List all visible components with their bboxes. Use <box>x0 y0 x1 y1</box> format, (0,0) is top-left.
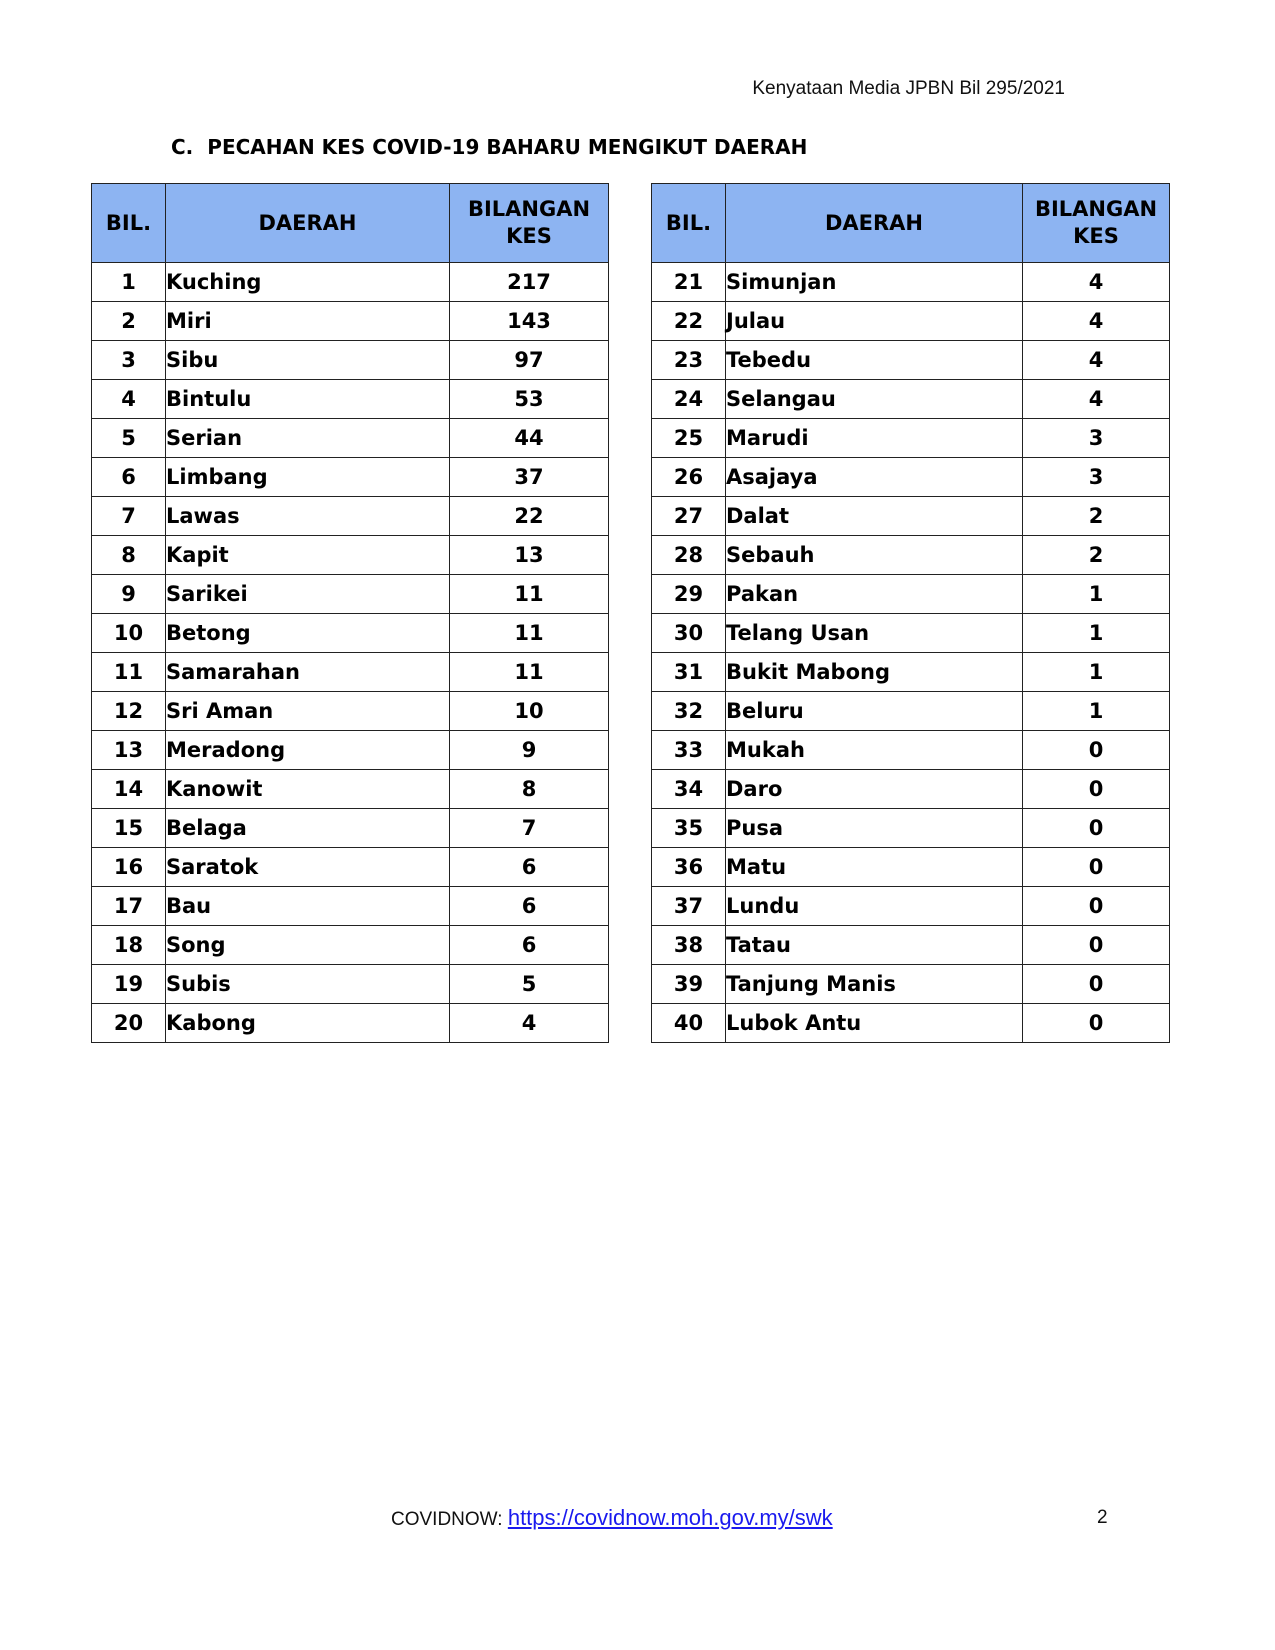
row-kes: 6 <box>450 848 609 887</box>
row-daerah: Sibu <box>166 341 450 380</box>
row-daerah: Beluru <box>726 692 1023 731</box>
row-daerah: Dalat <box>726 497 1023 536</box>
row-daerah: Simunjan <box>726 263 1023 302</box>
table-row <box>652 263 1170 302</box>
row-kes: 1 <box>1023 575 1170 614</box>
row-bil: 37 <box>652 887 726 926</box>
media-statement-reference: Kenyataan Media JPBN Bil 295/2021 <box>752 78 1065 99</box>
row-bil: 4 <box>92 380 166 419</box>
row-daerah: Samarahan <box>166 653 450 692</box>
row-bil: 22 <box>652 302 726 341</box>
table-row <box>652 302 1170 341</box>
table-body-right <box>652 263 1170 1043</box>
row-bil: 25 <box>652 419 726 458</box>
row-kes: 0 <box>1023 809 1170 848</box>
row-kes: 11 <box>450 614 609 653</box>
row-daerah: Tanjung Manis <box>726 965 1023 1004</box>
row-kes: 143 <box>450 302 609 341</box>
row-bil: 31 <box>652 653 726 692</box>
row-daerah: Julau <box>726 302 1023 341</box>
row-kes: 6 <box>450 926 609 965</box>
row-kes: 4 <box>1023 302 1170 341</box>
row-kes: 10 <box>450 692 609 731</box>
row-daerah: Pusa <box>726 809 1023 848</box>
row-bil: 30 <box>652 614 726 653</box>
row-kes: 7 <box>450 809 609 848</box>
row-daerah: Daro <box>726 770 1023 809</box>
row-bil: 17 <box>92 887 166 926</box>
table-row <box>92 809 609 848</box>
table-row <box>652 458 1170 497</box>
row-daerah: Tebedu <box>726 341 1023 380</box>
header-daerah: DAERAH <box>726 184 1023 263</box>
header-count-line1: BILANGAN <box>1034 197 1158 221</box>
table-header-row <box>652 184 1170 263</box>
table-row <box>652 536 1170 575</box>
row-kes: 44 <box>450 419 609 458</box>
table-row <box>652 419 1170 458</box>
row-bil: 10 <box>92 614 166 653</box>
row-daerah: Kabong <box>166 1004 450 1043</box>
table-row <box>92 848 609 887</box>
row-bil: 40 <box>652 1004 726 1043</box>
table-row <box>652 731 1170 770</box>
row-kes: 13 <box>450 536 609 575</box>
row-kes: 37 <box>450 458 609 497</box>
row-bil: 2 <box>92 302 166 341</box>
row-kes: 1 <box>1023 653 1170 692</box>
row-daerah: Tatau <box>726 926 1023 965</box>
header-count-line2: KES <box>1073 224 1119 248</box>
row-bil: 35 <box>652 809 726 848</box>
row-daerah: Telang Usan <box>726 614 1023 653</box>
header-bil: BIL. <box>652 184 726 263</box>
row-kes: 1 <box>1023 692 1170 731</box>
row-daerah: Bintulu <box>166 380 450 419</box>
table-row <box>652 575 1170 614</box>
row-kes: 4 <box>450 1004 609 1043</box>
row-daerah: Pakan <box>726 575 1023 614</box>
footer-label: COVIDNOW: <box>391 1509 508 1530</box>
table-row <box>92 926 609 965</box>
row-kes: 11 <box>450 653 609 692</box>
row-kes: 0 <box>1023 926 1170 965</box>
table-row <box>652 809 1170 848</box>
row-bil: 24 <box>652 380 726 419</box>
row-bil: 1 <box>92 263 166 302</box>
district-cases-table-left <box>91 183 609 1043</box>
header-bilangan-kes <box>1023 184 1170 263</box>
row-daerah: Limbang <box>166 458 450 497</box>
table-row <box>92 1004 609 1043</box>
row-kes: 4 <box>1023 341 1170 380</box>
row-kes: 4 <box>1023 263 1170 302</box>
table-row <box>652 965 1170 1004</box>
table-row <box>92 341 609 380</box>
table-row <box>652 848 1170 887</box>
row-daerah: Kapit <box>166 536 450 575</box>
section-title-text: PECAHAN KES COVID-19 BAHARU MENGIKUT DAERAH <box>207 135 808 159</box>
row-daerah: Bau <box>166 887 450 926</box>
table-row <box>92 692 609 731</box>
row-daerah: Meradong <box>166 731 450 770</box>
table-row <box>92 965 609 1004</box>
row-daerah: Kanowit <box>166 770 450 809</box>
section-title <box>171 135 807 159</box>
row-bil: 15 <box>92 809 166 848</box>
table-row <box>652 770 1170 809</box>
row-kes: 9 <box>450 731 609 770</box>
row-daerah: Saratok <box>166 848 450 887</box>
row-bil: 32 <box>652 692 726 731</box>
header-count-line2: KES <box>506 224 552 248</box>
table-row <box>652 653 1170 692</box>
row-daerah: Subis <box>166 965 450 1004</box>
row-bil: 28 <box>652 536 726 575</box>
row-bil: 27 <box>652 497 726 536</box>
row-daerah: Sarikei <box>166 575 450 614</box>
row-bil: 36 <box>652 848 726 887</box>
row-kes: 0 <box>1023 770 1170 809</box>
table-row <box>652 341 1170 380</box>
row-daerah: Sebauh <box>726 536 1023 575</box>
header-bilangan-kes <box>450 184 609 263</box>
table-row <box>92 536 609 575</box>
row-bil: 11 <box>92 653 166 692</box>
row-kes: 1 <box>1023 614 1170 653</box>
table-row <box>652 380 1170 419</box>
table-row <box>92 263 609 302</box>
row-daerah: Bukit Mabong <box>726 653 1023 692</box>
row-kes: 3 <box>1023 458 1170 497</box>
row-kes: 0 <box>1023 731 1170 770</box>
row-kes: 0 <box>1023 848 1170 887</box>
row-bil: 29 <box>652 575 726 614</box>
row-daerah: Marudi <box>726 419 1023 458</box>
row-daerah: Lubok Antu <box>726 1004 1023 1043</box>
row-kes: 8 <box>450 770 609 809</box>
table-row <box>92 419 609 458</box>
page-number: 2 <box>1097 1507 1108 1528</box>
section-prefix: C. <box>171 135 194 159</box>
row-bil: 23 <box>652 341 726 380</box>
table-body-left <box>92 263 609 1043</box>
district-cases-table-right <box>651 183 1170 1043</box>
row-bil: 9 <box>92 575 166 614</box>
row-kes: 217 <box>450 263 609 302</box>
row-bil: 18 <box>92 926 166 965</box>
row-bil: 38 <box>652 926 726 965</box>
row-daerah: Miri <box>166 302 450 341</box>
table-row <box>92 458 609 497</box>
covidnow-link[interactable]: https://covidnow.moh.gov.my/swk <box>507 1505 833 1530</box>
table-row <box>92 497 609 536</box>
header-bil: BIL. <box>92 184 166 263</box>
row-bil: 16 <box>92 848 166 887</box>
row-kes: 5 <box>450 965 609 1004</box>
row-bil: 14 <box>92 770 166 809</box>
table-header-row <box>92 184 609 263</box>
row-kes: 97 <box>450 341 609 380</box>
row-daerah: Lundu <box>726 887 1023 926</box>
row-kes: 53 <box>450 380 609 419</box>
row-daerah: Selangau <box>726 380 1023 419</box>
row-daerah: Lawas <box>166 497 450 536</box>
table-row <box>652 497 1170 536</box>
row-bil: 26 <box>652 458 726 497</box>
header-count-line1: BILANGAN <box>467 197 591 221</box>
row-daerah: Mukah <box>726 731 1023 770</box>
row-bil: 12 <box>92 692 166 731</box>
table-row <box>92 731 609 770</box>
table-row <box>652 692 1170 731</box>
table-row <box>652 887 1170 926</box>
row-bil: 33 <box>652 731 726 770</box>
row-bil: 7 <box>92 497 166 536</box>
row-bil: 39 <box>652 965 726 1004</box>
table-row <box>652 926 1170 965</box>
row-bil: 34 <box>652 770 726 809</box>
row-kes: 6 <box>450 887 609 926</box>
row-kes: 3 <box>1023 419 1170 458</box>
row-bil: 13 <box>92 731 166 770</box>
row-bil: 6 <box>92 458 166 497</box>
row-kes: 4 <box>1023 380 1170 419</box>
row-daerah: Serian <box>166 419 450 458</box>
row-bil: 3 <box>92 341 166 380</box>
footer <box>391 1505 833 1531</box>
table-row <box>92 302 609 341</box>
table-row <box>92 887 609 926</box>
row-daerah: Kuching <box>166 263 450 302</box>
row-bil: 21 <box>652 263 726 302</box>
table-row <box>92 380 609 419</box>
row-kes: 2 <box>1023 497 1170 536</box>
row-bil: 19 <box>92 965 166 1004</box>
row-kes: 11 <box>450 575 609 614</box>
row-kes: 2 <box>1023 536 1170 575</box>
table-row <box>92 770 609 809</box>
row-kes: 0 <box>1023 1004 1170 1043</box>
row-daerah: Matu <box>726 848 1023 887</box>
row-daerah: Betong <box>166 614 450 653</box>
row-kes: 0 <box>1023 965 1170 1004</box>
row-bil: 20 <box>92 1004 166 1043</box>
table-row <box>652 1004 1170 1043</box>
header-daerah: DAERAH <box>166 184 450 263</box>
row-daerah: Belaga <box>166 809 450 848</box>
row-bil: 8 <box>92 536 166 575</box>
table-row <box>92 653 609 692</box>
row-kes: 22 <box>450 497 609 536</box>
row-daerah: Song <box>166 926 450 965</box>
row-kes: 0 <box>1023 887 1170 926</box>
row-daerah: Sri Aman <box>166 692 450 731</box>
row-bil: 5 <box>92 419 166 458</box>
table-row <box>92 575 609 614</box>
row-daerah: Asajaya <box>726 458 1023 497</box>
table-row <box>92 614 609 653</box>
table-row <box>652 614 1170 653</box>
